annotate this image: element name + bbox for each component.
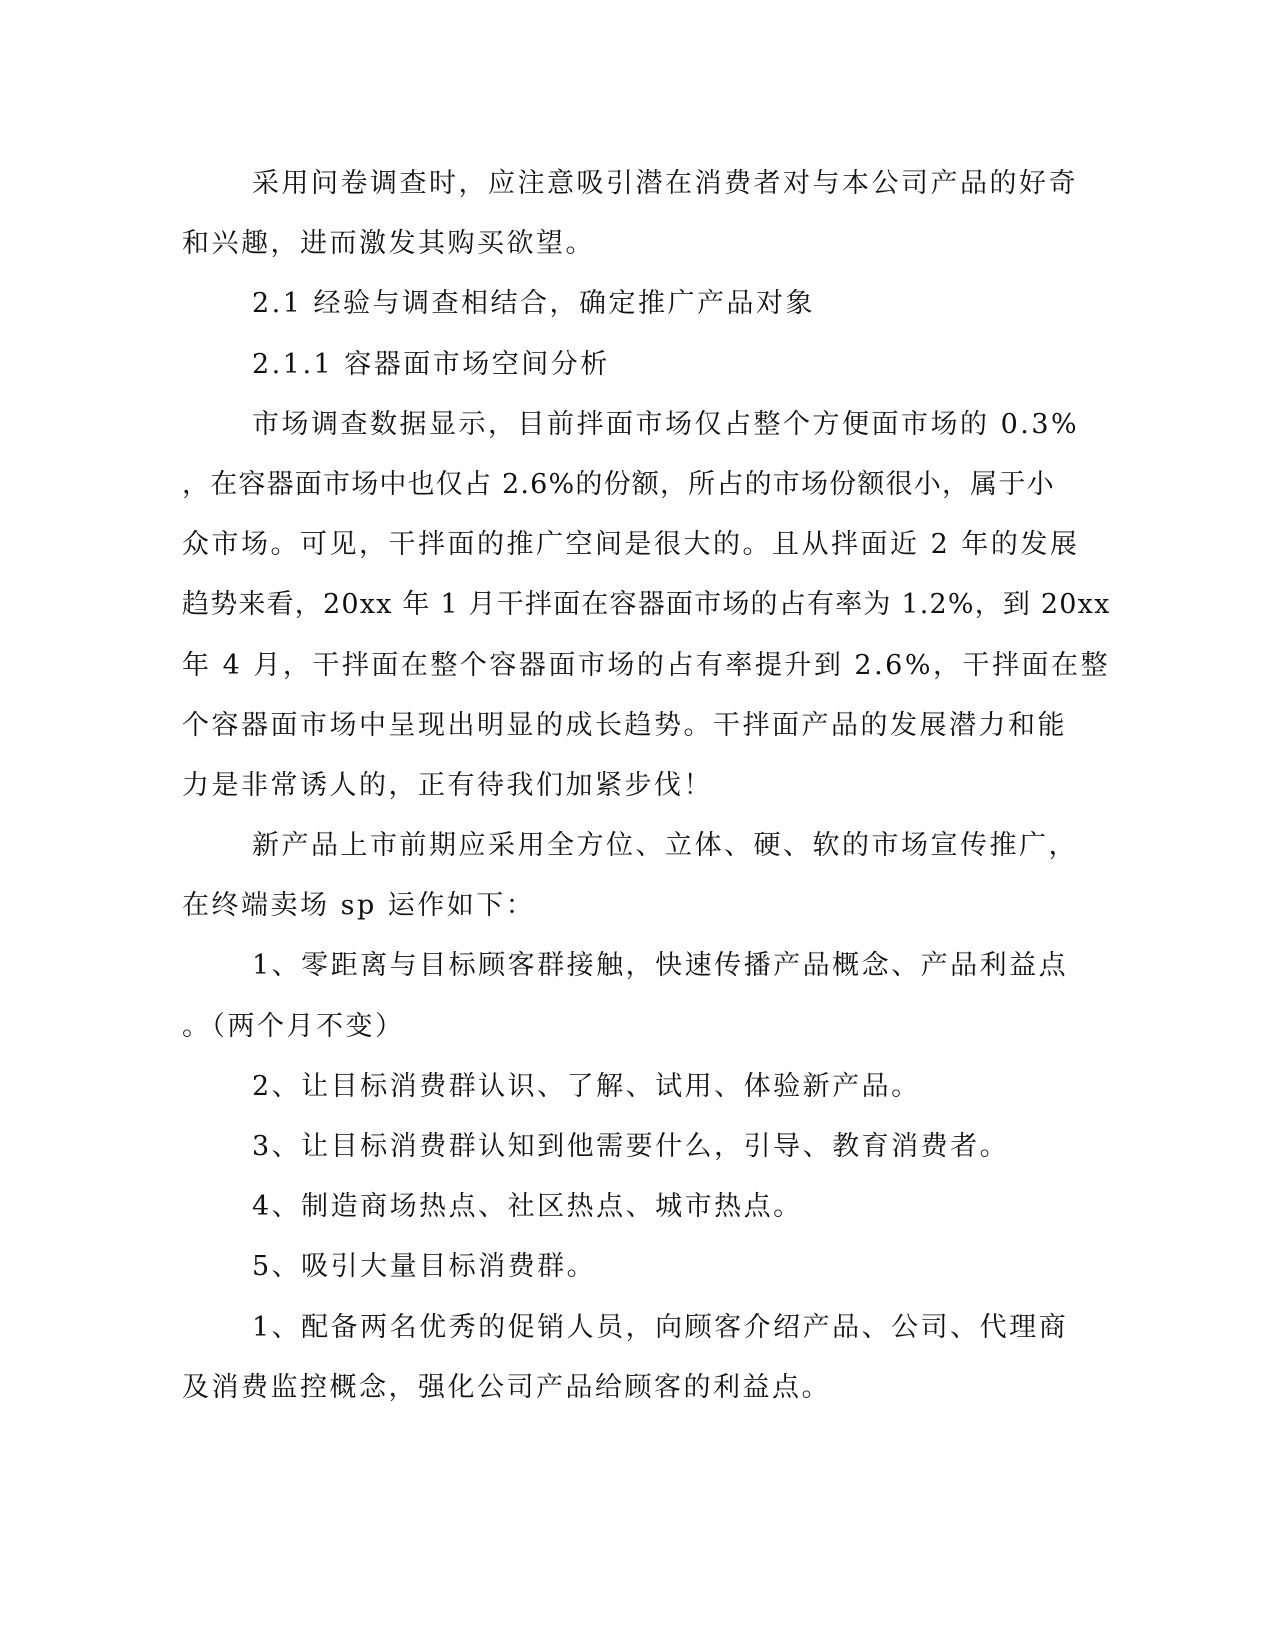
- measure-item-1-continued: 及消费监控概念，强化公司产品给顾客的利益点。: [182, 1371, 831, 1403]
- paragraph-line-10: 个容器面市场中呈现出明显的成长趋势。干拌面产品的发展潜力和能: [182, 709, 1067, 741]
- list-item-3: 3、让目标消费群认知到他需要什么，引导、教育消费者。: [252, 1131, 1010, 1162]
- section-heading-2-1-1: 2.1.1 容器面市场空间分析: [252, 348, 610, 380]
- section-heading-2-1: 2.1 经验与调查相结合，确定推广产品对象: [252, 288, 816, 320]
- list-item-5: 5、吸引大量目标消费群。: [252, 1251, 597, 1283]
- paragraph-line-12: 新产品上市前期应采用全方位、立体、硬、软的市场宣传推广，: [252, 830, 1078, 862]
- list-item-1-continued: 。（两个月不变）: [182, 1010, 405, 1042]
- paragraph-line-7: 众市场。可见，干拌面的推广空间是很大的。且从拌面近 2 年的发展: [182, 529, 1080, 561]
- body-text: [182, 154, 1111, 1418]
- paragraph-line-11: 力是非常诱人的，正有待我们加紧步伐！: [182, 769, 713, 801]
- paragraph-line-5: 市场调查数据显示，目前拌面市场仅占整个方便面市场的 0.3%: [252, 408, 1080, 440]
- paragraph-line-13: 在终端卖场 sp 运作如下：: [182, 890, 536, 922]
- paragraph-line-6: ，在容器面市场中也仅占 2.6%的份额，所占的市场份额很小，属于小: [182, 468, 1055, 500]
- paragraph-line-8: 趋势来看，20xx 年 1 月干拌面在容器面市场的占有率为 1.2%，到 20xx: [182, 589, 1111, 621]
- list-item-4: 4、制造商场热点、社区热点、城市热点。: [252, 1191, 803, 1223]
- list-item-1: 1、零距离与目标顾客群接触，快速传播产品概念、产品利益点: [252, 950, 1069, 982]
- paragraph-line-1: 采用问卷调查时，应注意吸引潜在消费者对与本公司产品的好奇: [252, 168, 1078, 199]
- paragraph-line-2: 和兴趣，进而激发其购买欲望。: [182, 228, 595, 260]
- list-item-2: 2、让目标消费群认识、了解、试用、体验新产品。: [252, 1070, 921, 1102]
- paragraph-line-9: 年 4 月，干拌面在整个容器面市场的占有率提升到 2.6%，干拌面在整: [182, 649, 1111, 681]
- measure-item-1: 1、配备两名优秀的促销人员，向顾客介绍产品、公司、代理商: [252, 1311, 1069, 1343]
